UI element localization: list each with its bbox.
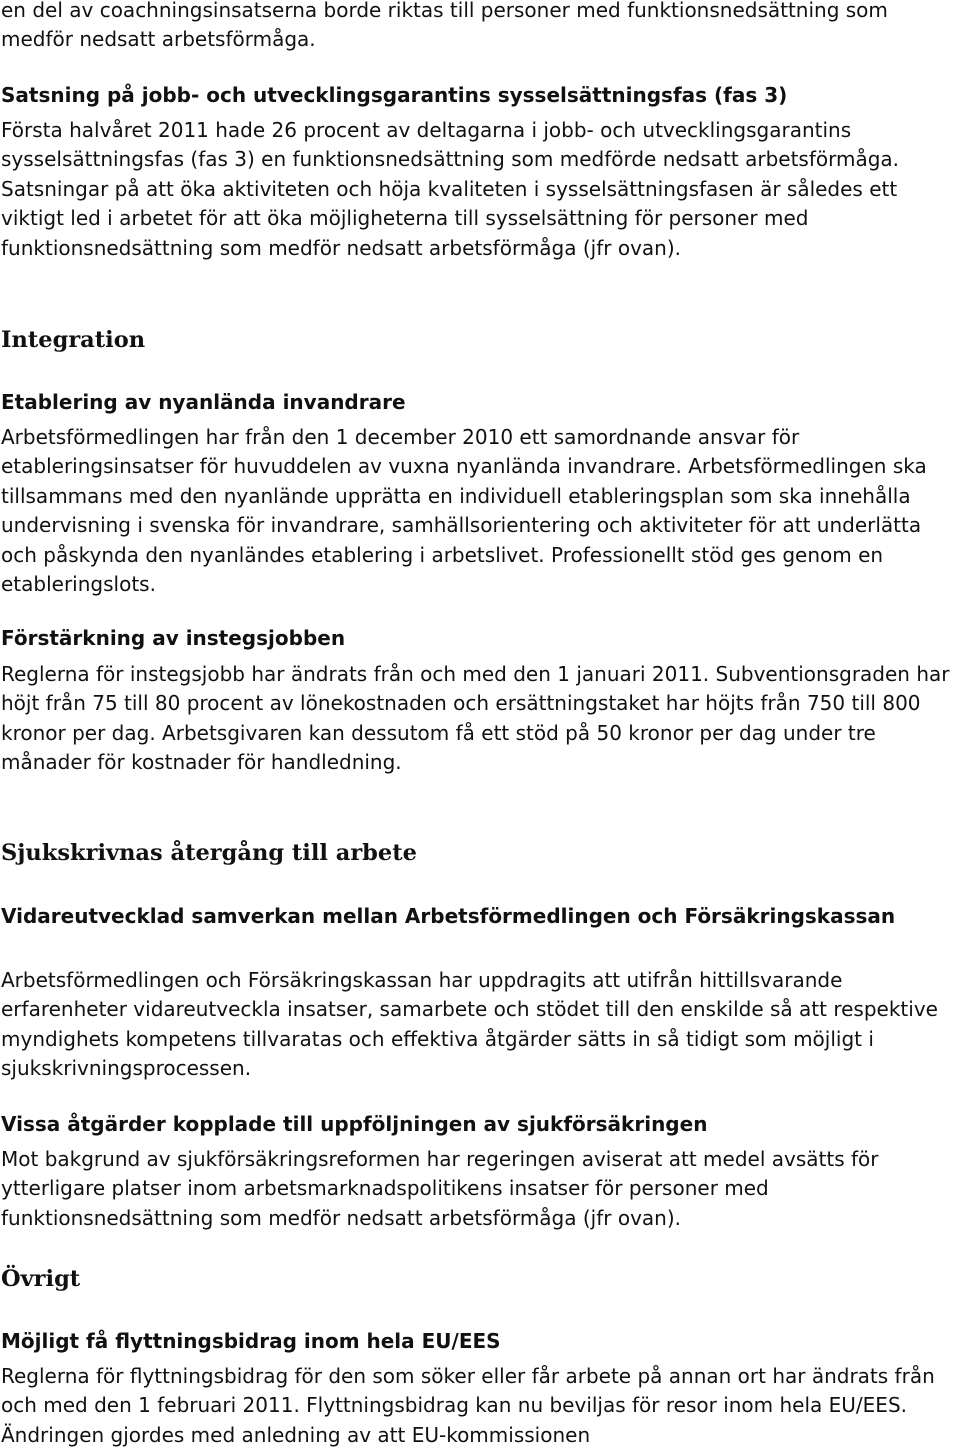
heading-ovrigt: Övrigt — [1, 1266, 81, 1292]
paragraph-samverkan: Arbetsförmedlingen och Försäkringskassan har uppdragits att utifrån hittillsvarande erfarenheter vidareutveckla insatser, samarbete och stödet till den enskilde så att respektive myndighets kompetens tillvaratas och effektiva åtgärder sätts in så tidigt som möjligt i sjukskrivningsprocessen. — [1, 968, 938, 1081]
subheading-flyttningsbidrag: Möjligt få flyttningsbidrag inom hela EU/EES — [1, 1329, 501, 1353]
paragraph-etablering: Arbetsförmedlingen har från den 1 december 2010 ett samordnande ansvar för etableringsinsatser för huvuddelen av vuxna nyanlända invandrare. Arbetsförmedlingen ska tillsammans med den nyanlände upprätta en individuell etableringsplan som ska innehålla undervisning i svenska för invandrare, samhällsorientering och aktiviteter för att underlätta och påskynda den nyanländes etablering i arbetslivet. Professionellt stöd ges genom en etableringslots. — [1, 425, 927, 597]
subheading-fas3: Satsning på jobb- och utvecklingsgarantins sysselsättningsfas (fas 3) — [1, 83, 788, 107]
subheading-etablering: Etablering av nyanlända invandrare — [1, 390, 406, 414]
paragraph-flyttningsbidrag: Reglerna för flyttningsbidrag för den som söker eller får arbete på annan ort har ändrats från och med den 1 februari 2011. Flyttningsbidrag kan nu beviljas för resor inom hela EU/EES. Ändringen gjordes med anledning av att EU-kommissionen — [1, 1364, 935, 1447]
paragraph-instegsjobb: Reglerna för instegsjobb har ändrats från och med den 1 januari 2011. Subventionsgraden har höjt från 75 till 80 procent av lönekostnaden och ersättningstaket har höjts från 750 till 800 kronor per dag. Arbetsgivaren kan dessutom få ett stöd på 50 kronor per dag under tre månader för kostnader för handledning. — [1, 662, 950, 775]
heading-integration: Integration — [1, 327, 146, 353]
subheading-samverkan: Vidareutvecklad samverkan mellan Arbetsförmedlingen och Försäkringskassan — [1, 904, 896, 928]
subheading-sjukforsakring: Vissa åtgärder kopplade till uppföljningen av sjukförsäkringen — [1, 1112, 708, 1136]
paragraph-fas3: Första halvåret 2011 hade 26 procent av deltagarna i jobb- och utvecklingsgarantins sysselsättningsfas (fas 3) en funktionsnedsättning som medförde nedsatt arbetsförmåga. Satsningar på att öka aktiviteten och höja kvaliteten i sysselsättningsfasen är således ett viktigt led i arbetet för att öka möjligheterna till sysselsättning för personer med funktionsnedsättning som medför nedsatt arbetsförmåga (jfr ovan). — [1, 118, 900, 260]
heading-sjukskrivnas: Sjukskrivnas återgång till arbete — [1, 840, 417, 866]
subheading-instegsjobb: Förstärkning av instegsjobben — [1, 626, 346, 650]
intro-paragraph: en del av coachningsinsatserna borde riktas till personer med funktionsnedsättning som medför nedsatt arbetsförmåga. — [1, 0, 888, 52]
paragraph-sjukforsakring: Mot bakgrund av sjukförsäkringsreformen har regeringen aviserat att medel avsätts för ytterligare platser inom arbetsmarknadspolitikens insatser för personer med funktionsnedsättning som medför nedsatt arbetsförmåga (jfr ovan). — [1, 1147, 879, 1230]
